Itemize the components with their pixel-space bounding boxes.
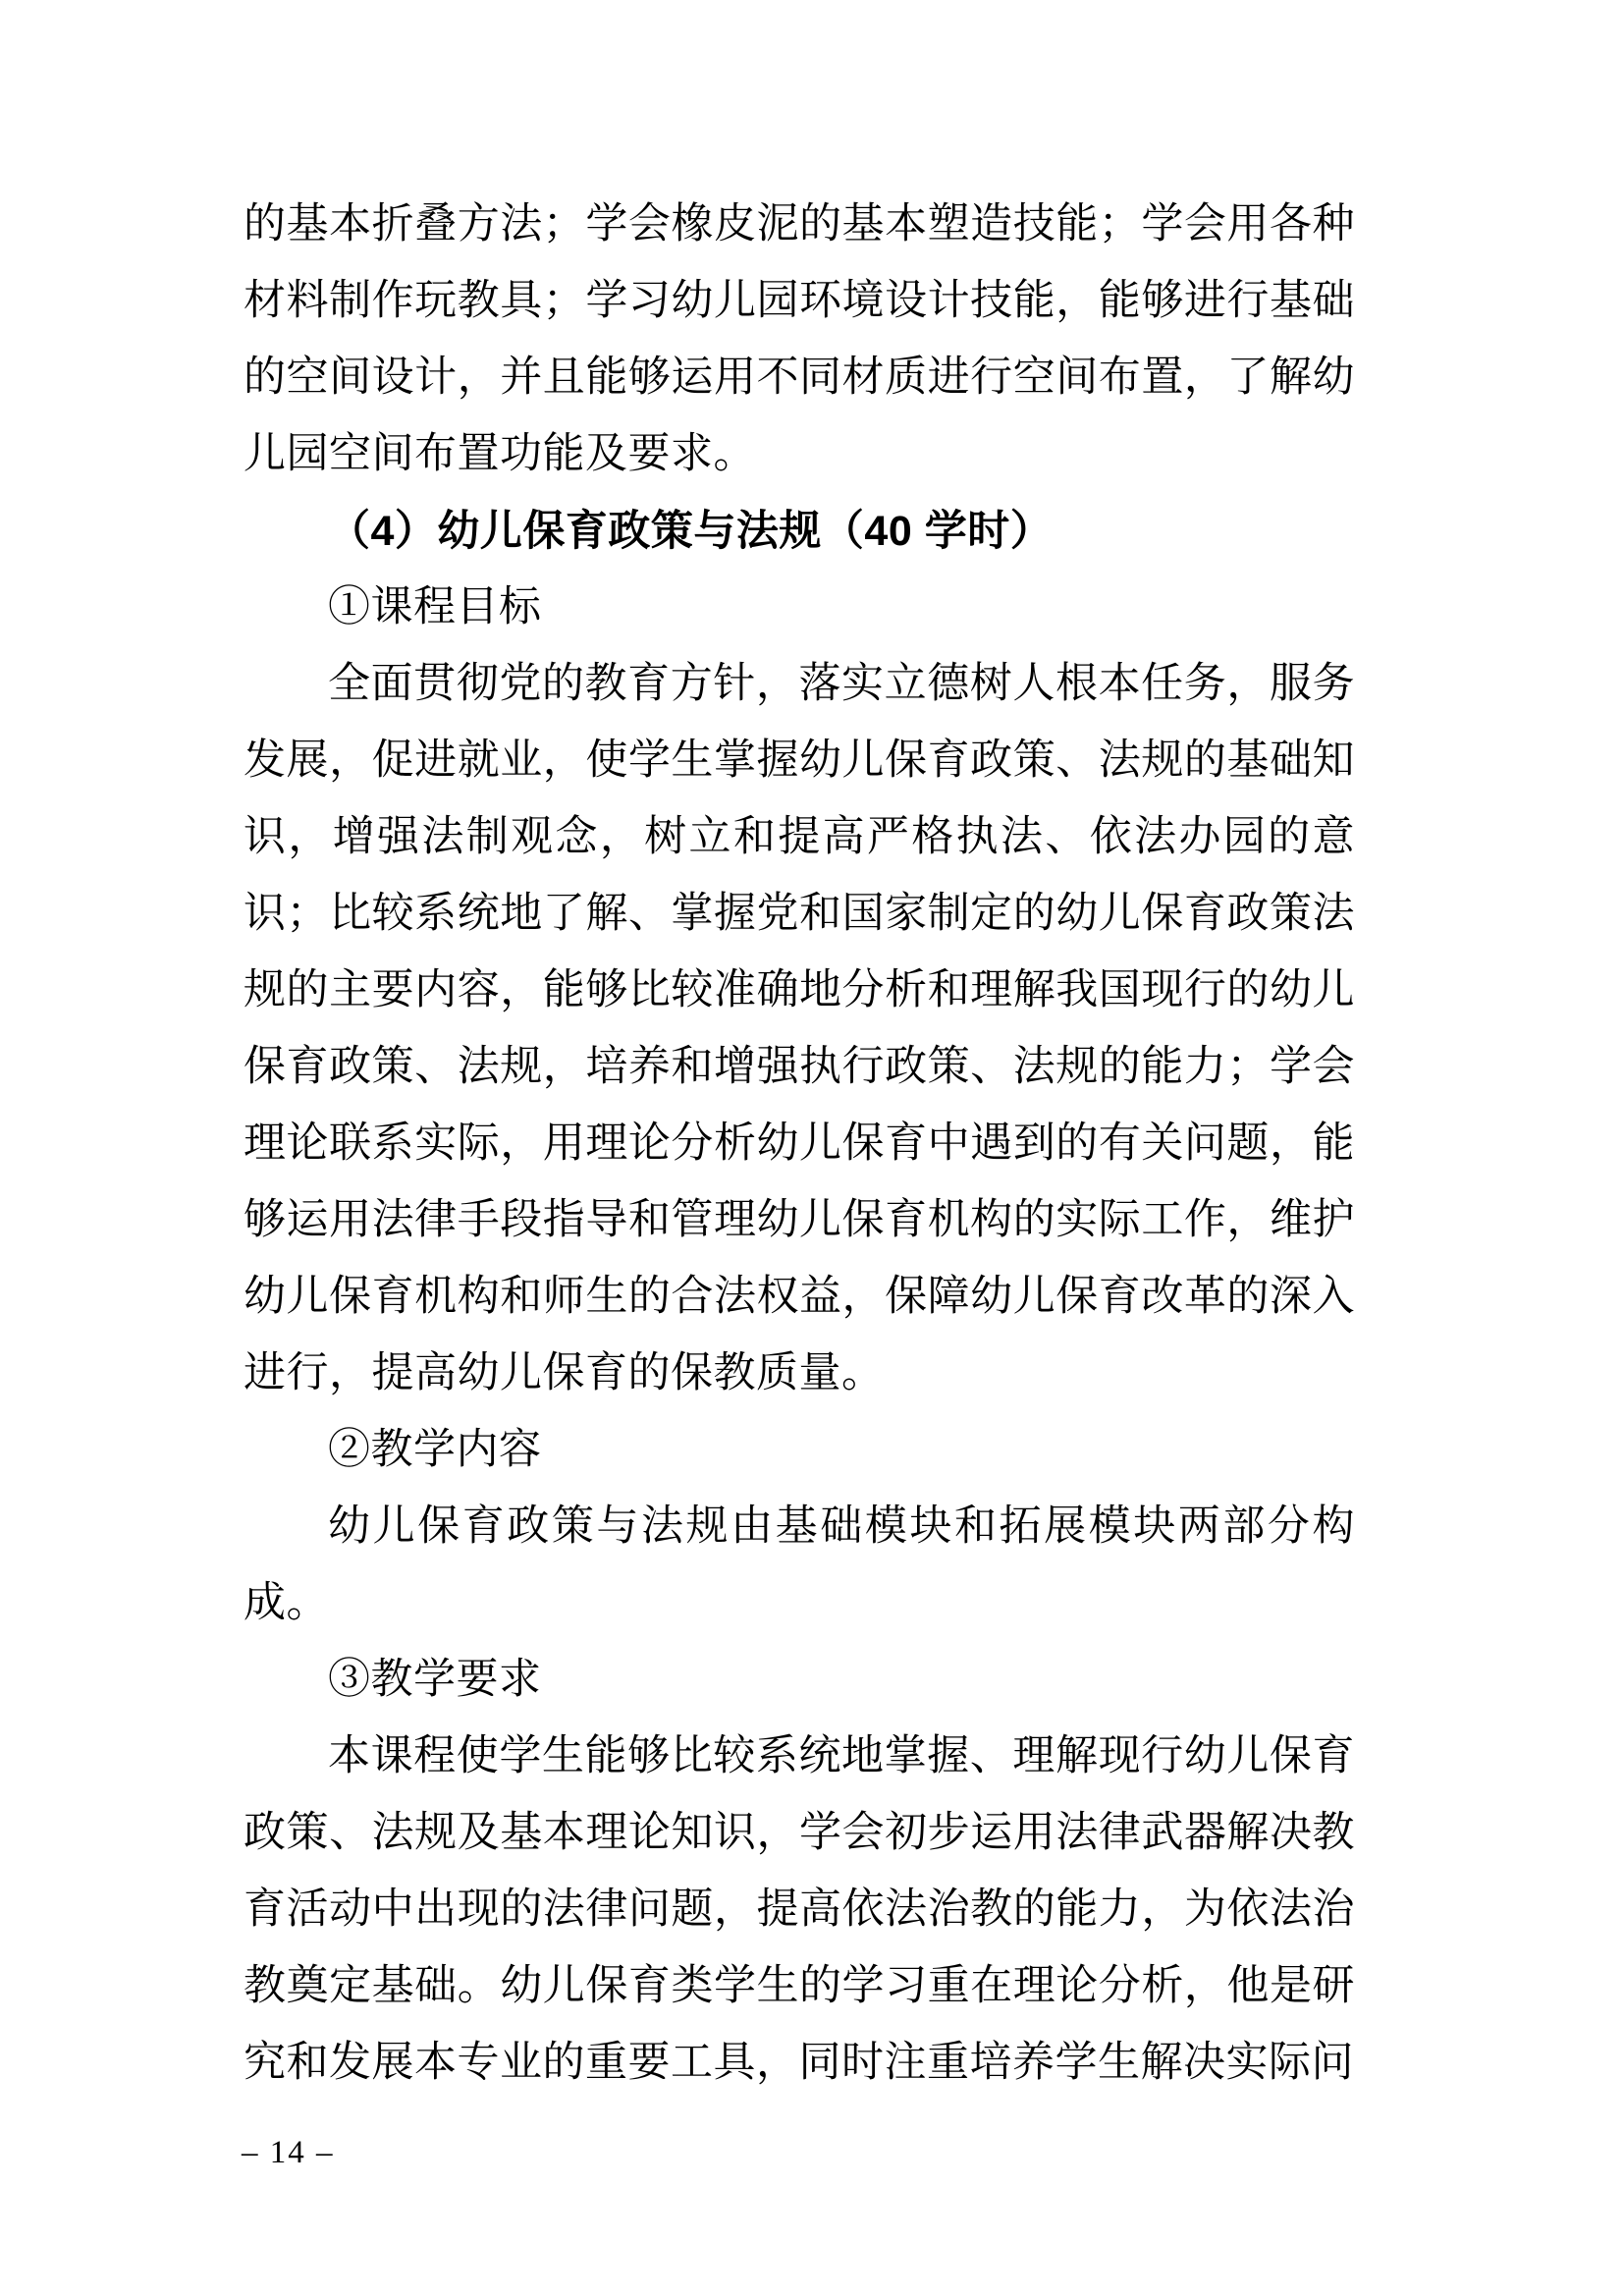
- page-number: – 14 –: [242, 2135, 335, 2170]
- paragraph-teaching-content: 幼儿保育政策与法规由基础模块和拓展模块两部分构成。: [243, 1503, 1355, 1626]
- section-label-teaching-content: ②教学内容: [328, 1427, 542, 1473]
- section-label-teaching-requirement: ③教学要求: [328, 1657, 542, 1703]
- document-body: [243, 187, 1355, 2102]
- paragraph-continuation: 的基本折叠方法；学会橡皮泥的基本塑造技能；学会用各种材料制作玩教具；学习幼儿园环境设计技能，能够进行基础的空间设计，并且能够运用不同材质进行空间布置，了解幼儿园空间布置功能及要求。: [243, 201, 1355, 477]
- paragraph-teaching-requirement: 本课程使学生能够比较系统地掌握、理解现行幼儿保育政策、法规及基本理论知识，学会初步运用法律武器解决教育活动中出现的法律问题，提高依法治教的能力，为依法治教奠定基础。幼儿保育类学生的学习重在理论分析，他是研究和发展本专业的重要工具，同时注重培养学生解决实际问: [243, 1733, 1355, 2086]
- paragraph-course-objective: 全面贯彻党的教育方针，落实立德树人根本任务，服务发展，促进就业，使学生掌握幼儿保育政策、法规的基础知识，增强法制观念，树立和提高严格执法、依法办园的意识；比较系统地了解、掌握党和国家制定的幼儿保育政策法规的主要内容，能够比较准确地分析和理解我国现行的幼儿保育政策、法规，培养和增强执行政策、法规的能力；学会理论联系实际，用理论分析幼儿保育中遇到的有关问题，能够运用法律手段指导和管理幼儿保育机构的实际工作，维护幼儿保育机构和师生的合法权益，保障幼儿保育改革的深入进行，提高幼儿保育的保教质量。: [243, 661, 1355, 1396]
- course-heading: （4）幼儿保育政策与法规（40 学时）: [328, 508, 1054, 555]
- section-label-course-objective: ①课程目标: [328, 584, 542, 630]
